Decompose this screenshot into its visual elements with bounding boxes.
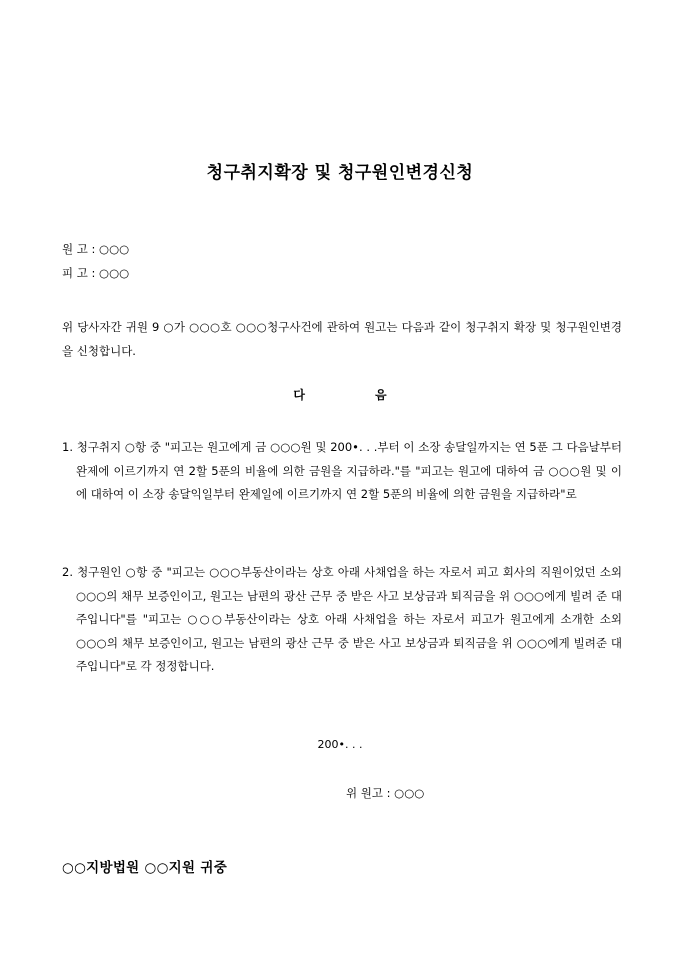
list-item-2: 2. 청구원인 ○항 중 "피고는 ○○○부동산이라는 상호 아래 사채업을 하는 자로서 피고 회사의 직원이었던 소외 ○○○의 채무 보증인이고, 원고는 남편의 광산 근무 중 받은 사고 보상금과 퇴직금을 위 ○○○에게 빌려 준 대주입니다"를 "피고는 ○○○부동산이라는 상호 아래 사채업을 하는 자로서 피고가 원고에게 소개한 소외 ○○○의 채무 보증인이고, 원고는 남편의 광산 근무 중 받은 사고 보상금과 퇴직금을 위 ○○○에게 빌려준 대주입니다"로 각 정정합니다. — [62, 565, 622, 673]
list-item-1: 1. 청구취지 ○항 중 "피고는 원고에게 금 ○○○원 및 200•. . .부터 이 소장 송달일까지는 연 5푼 그 다음날부터 완제에 이르기까지 연 2할 5푼의 비율에 의한 금원을 지급하라."를 "피고는 원고에 대하여 금 ○○○원 및 이에 대하여 이 소장 송달익일부터 완제일에 이르기까지 연 2할 5푼의 비율에 의한 금원을 지급하라"로 — [62, 440, 622, 501]
date-line: 200•. . . — [317, 738, 363, 751]
heading-char-eum: 음 — [375, 388, 387, 402]
document-title: 청구취지확장 및 청구원인변경신청 — [206, 163, 474, 183]
plaintiff-line: 원 고 : ○○○ — [62, 242, 130, 256]
defendant-line: 피 고 : ○○○ — [62, 266, 130, 280]
section-heading — [0, 386, 680, 403]
court-addressee: ○○지방법원 ○○지원 귀중 — [62, 860, 228, 876]
signature-line: 위 원고 : ○○○ — [346, 786, 425, 800]
intro-paragraph: 위 당사자간 귀원 9 ○가 ○○○호 ○○○청구사건에 관하여 원고는 다음과 같이 청구취지 확장 및 청구원인변경을 신청합니다. — [62, 320, 622, 358]
heading-char-da: 다 — [293, 388, 305, 402]
